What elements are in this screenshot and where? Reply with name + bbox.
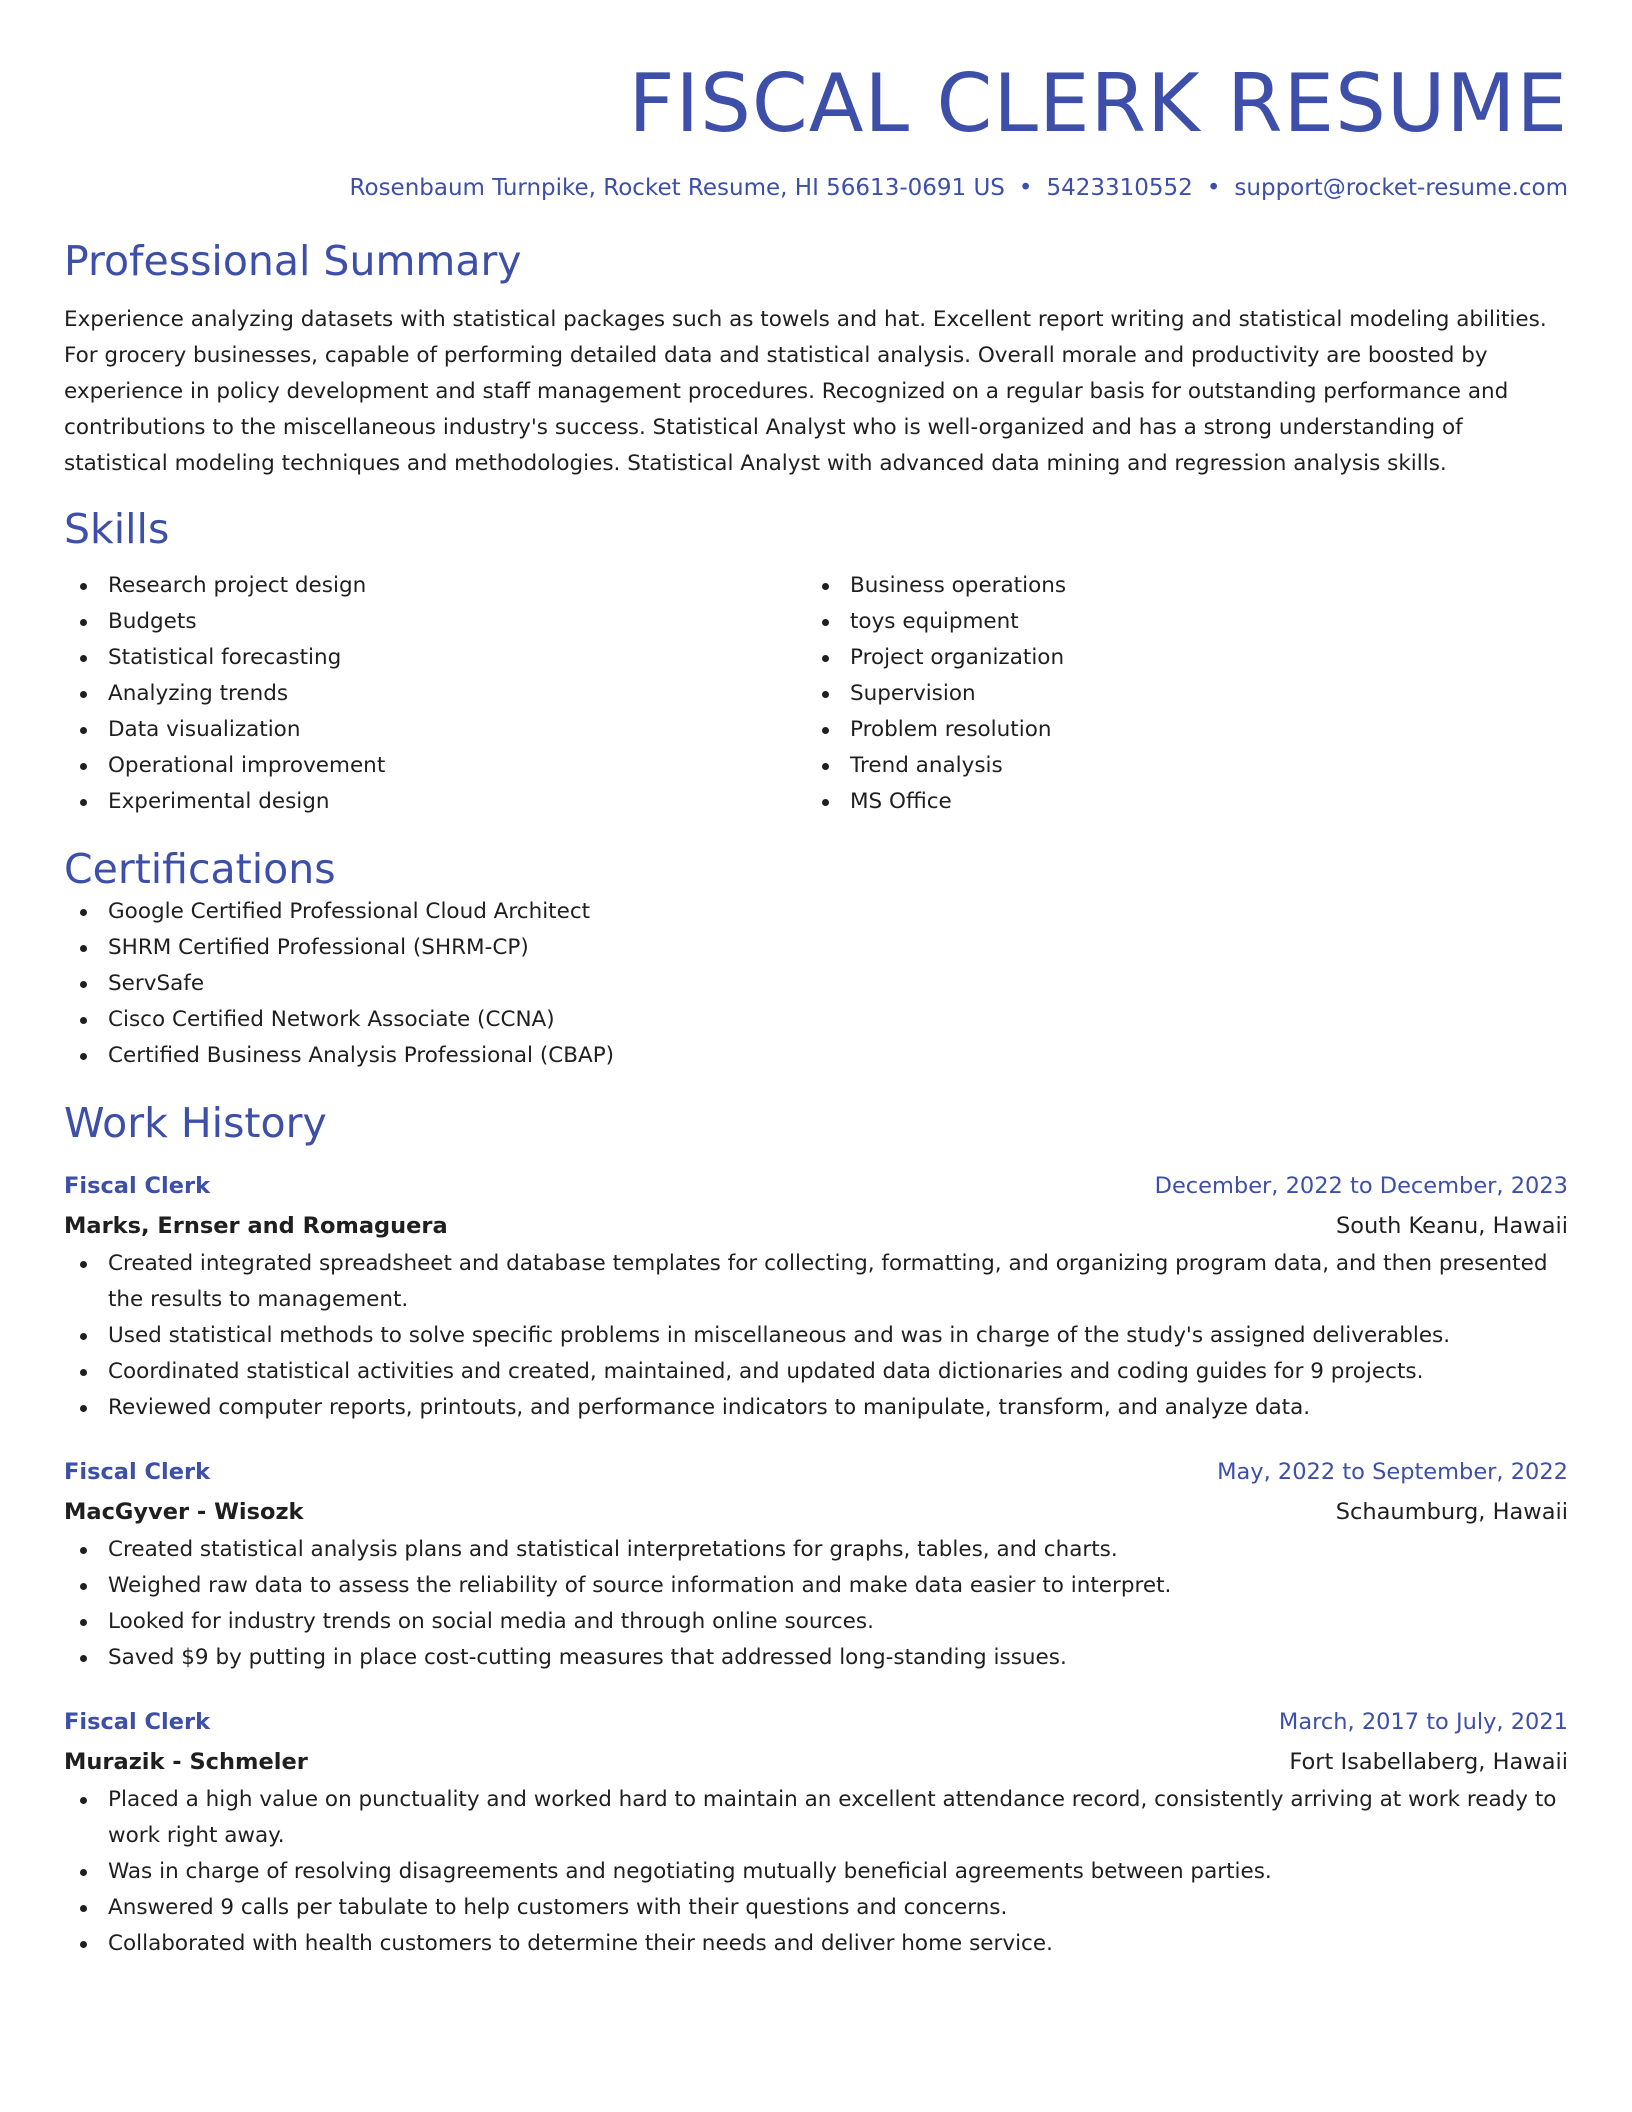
contact-line (64, 172, 1568, 204)
work-history-heading: Work History (64, 1099, 327, 1147)
certifications-list (64, 894, 1568, 1074)
contact-phone: 5423310552 (1046, 175, 1193, 201)
job-duty: Collaborated with health customers to determine their needs and deliver home service. (64, 1926, 1568, 1962)
skill-item: Data visualization (64, 712, 806, 748)
job-duty: Answered 9 calls per tabulate to help customers with their questions and concerns. (64, 1890, 1568, 1926)
skill-item: Analyzing trends (64, 676, 806, 712)
job-dates: May, 2022 to September, 2022 (1217, 1459, 1568, 1485)
skill-item: Project organization (806, 640, 1548, 676)
job-company: Murazik - Schmeler (64, 1749, 308, 1775)
contact-email: support@rocket-resume.com (1234, 175, 1568, 201)
job-location: Fort Isabellaberg, Hawaii (1289, 1749, 1568, 1775)
job-location: Schaumburg, Hawaii (1335, 1499, 1568, 1525)
skill-item: Problem resolution (806, 712, 1548, 748)
resume-title: FISCAL CLERK RESUME (628, 57, 1568, 150)
job-title-row (64, 1452, 1568, 1492)
job-entry (64, 1702, 1568, 1962)
job-dates: December, 2022 to December, 2023 (1154, 1173, 1568, 1199)
skill-item: Experimental design (64, 784, 806, 820)
job-duty: Weighed raw data to assess the reliability of source information and make data easier to interpret. (64, 1568, 1568, 1604)
job-duty: Created statistical analysis plans and statistical interpretations for graphs, tables, and charts. (64, 1532, 1568, 1568)
job-title: Fiscal Clerk (64, 1709, 211, 1735)
job-duty: Looked for industry trends on social media and through online sources. (64, 1604, 1568, 1640)
skill-item: toys equipment (806, 604, 1548, 640)
job-duties-list (64, 1246, 1568, 1426)
job-title-row (64, 1702, 1568, 1742)
skills-list-right (806, 568, 1548, 820)
skills-list-left (64, 568, 806, 820)
job-duties-list (64, 1782, 1568, 1962)
certification-item: SHRM Certified Professional (SHRM-CP) (64, 930, 1568, 966)
skills-grid (64, 568, 1568, 820)
certification-item: Cisco Certified Network Associate (CCNA) (64, 1002, 1568, 1038)
job-duty: Saved $9 by putting in place cost-cutting measures that addressed long-standing issues. (64, 1640, 1568, 1676)
job-company-row (64, 1742, 1568, 1782)
contact-separator: • (1206, 175, 1221, 201)
job-title-row (64, 1166, 1568, 1206)
skill-item: MS Office (806, 784, 1548, 820)
certification-item: Certified Business Analysis Professional (CBAP) (64, 1038, 1568, 1074)
job-duty: Created integrated spreadsheet and database templates for collecting, formatting, and organizing program data, and then presented the results to management. (64, 1246, 1568, 1318)
job-entry (64, 1166, 1568, 1426)
job-entry (64, 1452, 1568, 1676)
contact-separator: • (1018, 175, 1033, 201)
certifications-heading: Certifications (64, 845, 336, 893)
resume-page (64, 0, 1568, 1962)
certification-item: Google Certified Professional Cloud Architect (64, 894, 1568, 930)
skill-item: Statistical forecasting (64, 640, 806, 676)
certification-item: ServSafe (64, 966, 1568, 1002)
job-location: South Keanu, Hawaii (1335, 1213, 1568, 1239)
job-duty: Was in charge of resolving disagreements and negotiating mutually beneficial agreements between parties. (64, 1854, 1568, 1890)
job-duty: Used statistical methods to solve specific problems in miscellaneous and was in charge of the study's assigned deliverables. (64, 1318, 1568, 1354)
skills-heading: Skills (64, 505, 170, 553)
skill-item: Budgets (64, 604, 806, 640)
job-title: Fiscal Clerk (64, 1173, 211, 1199)
skill-item: Operational improvement (64, 748, 806, 784)
skill-item: Supervision (806, 676, 1548, 712)
skills-column-right (806, 568, 1548, 820)
job-title: Fiscal Clerk (64, 1459, 211, 1485)
job-company-row (64, 1492, 1568, 1532)
summary-text: Experience analyzing datasets with statistical packages such as towels and hat. Excellent report writing and statistical modeling abilities. For grocery businesses, capable of performing detailed data and statistical analysis. Overall morale and productivity are boosted by experience in policy development and staff management procedures. Recognized on a regular basis for outstanding performance and contributions to the miscellaneous industry's success. Statistical Analyst who is well-organized and has a strong understanding of statistical modeling techniques and methodologies. Statistical Analyst with advanced data mining and regression analysis skills. (64, 307, 1547, 476)
job-duty: Reviewed computer reports, printouts, and performance indicators to manipulate, transform, and analyze data. (64, 1390, 1568, 1426)
job-dates: March, 2017 to July, 2021 (1278, 1709, 1568, 1735)
job-company: MacGyver - Wisozk (64, 1499, 304, 1525)
summary-heading: Professional Summary (64, 237, 522, 285)
job-duty: Coordinated statistical activities and created, maintained, and updated data dictionaries and coding guides for 9 projects. (64, 1354, 1568, 1390)
job-duty: Placed a high value on punctuality and worked hard to maintain an excellent attendance record, consistently arriving at work ready to work right away. (64, 1782, 1568, 1854)
job-duties-list (64, 1532, 1568, 1676)
skill-item: Trend analysis (806, 748, 1548, 784)
skill-item: Business operations (806, 568, 1548, 604)
job-company: Marks, Ernser and Romaguera (64, 1213, 448, 1239)
skills-column-left (64, 568, 806, 820)
contact-address: Rosenbaum Turnpike, Rocket Resume, HI 56613-0691 US (349, 175, 1005, 201)
job-company-row (64, 1206, 1568, 1246)
skill-item: Research project design (64, 568, 806, 604)
